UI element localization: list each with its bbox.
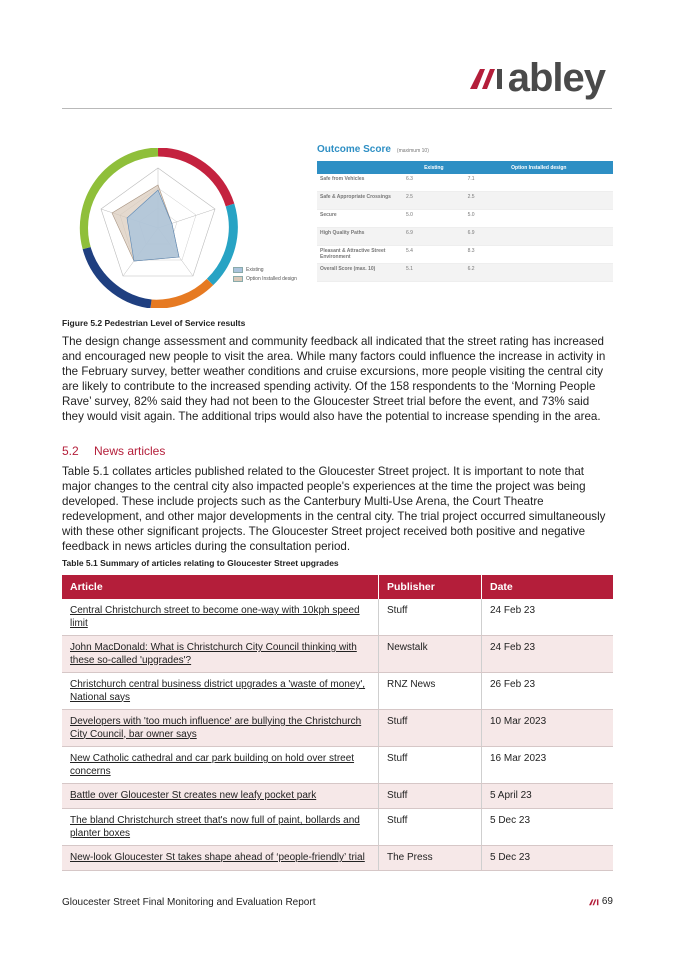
publisher-cell: Stuff — [379, 599, 482, 636]
outcome-label: High Quality Paths — [317, 228, 403, 246]
outcome-row — [317, 210, 613, 228]
table-caption: Table 5.1 Summary of articles relating to Gloucester Street upgrades — [62, 558, 339, 568]
table-row — [62, 710, 613, 747]
outcome-col-header: Option Installed design — [465, 161, 613, 174]
legend-label: Option Installed design — [246, 276, 297, 282]
outcome-title-text: Outcome Score — [317, 144, 391, 155]
outcome-table — [317, 161, 613, 282]
article-link[interactable]: The bland Christchurch street that's now full of paint, bollards and planter boxes — [70, 815, 360, 839]
outcome-option: 7.1 — [465, 174, 613, 192]
article-link[interactable]: New Catholic cathedral and car park building on hold over street concerns — [70, 753, 355, 777]
legend-label: Existing — [246, 267, 264, 273]
section-number: 5.2 — [62, 444, 79, 458]
publisher-cell: Stuff — [379, 710, 482, 747]
outcome-existing: 5.1 — [403, 264, 465, 282]
col-header-publisher: Publisher — [379, 575, 482, 599]
date-cell: 24 Feb 23 — [482, 636, 614, 673]
section-heading — [62, 444, 165, 458]
outcome-existing: 5.4 — [403, 246, 465, 264]
outcome-option: 5.0 — [465, 210, 613, 228]
publisher-cell: Stuff — [379, 809, 482, 846]
outcome-label: Overall Score (max. 10) — [317, 264, 403, 282]
body-paragraph-1: The design change assessment and community feedback all indicated that the street rating has increased and encouraged new people to visit the area. While many factors could influence the increase in activity in the February survey, better weather conditions and cruise excursions, more people visiting the central city are likely to contribute to the increased spending activity. Of the 158 respondents to the ‘Morning People Rave’ survey, 82% said they had not been to the Gloucester Street trial before the event, and 73% said they would visit again. The additional trips would also have the potential to increase spending in the area. — [62, 335, 606, 423]
abley-logo — [470, 58, 605, 98]
publisher-cell: Newstalk — [379, 636, 482, 673]
article-link[interactable]: Central Christchurch street to become one-way with 10kph speed limit — [70, 605, 360, 629]
legend-item — [233, 276, 297, 282]
col-header-date: Date — [482, 575, 614, 599]
outcome-label: Safe & Appropriate Crossings — [317, 192, 403, 210]
date-cell: 10 Mar 2023 — [482, 710, 614, 747]
col-header-article: Article — [62, 575, 379, 599]
article-cell — [62, 636, 379, 673]
article-link[interactable]: Battle over Gloucester St creates new leafy pocket park — [70, 790, 317, 801]
article-cell — [62, 784, 379, 809]
article-cell — [62, 710, 379, 747]
abley-mark-icon — [470, 65, 504, 91]
header-divider — [62, 108, 612, 109]
article-cell — [62, 846, 379, 871]
table-row — [62, 636, 613, 673]
article-link[interactable]: New-look Gloucester St takes shape ahead of ‘people-friendly’ trial — [70, 852, 365, 863]
table-row — [62, 846, 613, 871]
publisher-cell: Stuff — [379, 784, 482, 809]
footer-page-number — [589, 896, 613, 907]
outcome-row — [317, 228, 613, 246]
table-row — [62, 599, 613, 636]
outcome-title — [317, 144, 613, 155]
outcome-col-header — [317, 161, 403, 174]
outcome-option: 8.3 — [465, 246, 613, 264]
date-cell: 5 Dec 23 — [482, 846, 614, 871]
outcome-option: 6.9 — [465, 228, 613, 246]
outcome-label: Secure — [317, 210, 403, 228]
legend-item — [233, 267, 297, 273]
outcome-existing: 2.5 — [403, 192, 465, 210]
article-cell — [62, 809, 379, 846]
table-row — [62, 747, 613, 784]
radar-legend — [233, 267, 297, 285]
article-link[interactable]: Developers with 'too much influence' are bullying the Christchurch City Council, bar owner says — [70, 716, 362, 740]
table-row — [62, 673, 613, 710]
body-paragraph-2: Table 5.1 collates articles published related to the Gloucester Street project. It is important to note that major changes to the central city also impacted people's experiences at the time the project was being developed. These include projects such as the Canterbury Multi-Use Arena, the Court Theatre redevelopment, and other major developments in the central city. The trial project occurred simultaneously with these other significant projects. The Gloucester Street project received both positive and negative feedback in news articles during the consultation period. — [62, 465, 606, 553]
outcome-row — [317, 246, 613, 264]
legend-swatch — [233, 267, 243, 273]
publisher-cell: RNZ News — [379, 673, 482, 710]
radar-chart — [78, 148, 238, 308]
date-cell: 5 Dec 23 — [482, 809, 614, 846]
article-cell — [62, 673, 379, 710]
outcome-label: Safe from Vehicles — [317, 174, 403, 192]
legend-swatch — [233, 276, 243, 282]
article-cell — [62, 599, 379, 636]
outcome-existing: 6.9 — [403, 228, 465, 246]
date-cell: 24 Feb 23 — [482, 599, 614, 636]
table-row — [62, 809, 613, 846]
table-header-row — [62, 575, 613, 599]
page-number: 69 — [601, 896, 613, 907]
outcome-option: 6.2 — [465, 264, 613, 282]
publisher-cell: Stuff — [379, 747, 482, 784]
article-cell — [62, 747, 379, 784]
footer-report-title: Gloucester Street Final Monitoring and Evaluation Report — [62, 897, 316, 908]
outcome-row — [317, 174, 613, 192]
brand-name: abley — [507, 56, 605, 100]
outcome-existing: 5.0 — [403, 210, 465, 228]
outcome-score-panel — [317, 144, 613, 282]
date-cell: 5 April 23 — [482, 784, 614, 809]
article-link[interactable]: Christchurch central business district upgrades a 'waste of money', National says — [70, 679, 366, 703]
table-row — [62, 784, 613, 809]
date-cell: 26 Feb 23 — [482, 673, 614, 710]
outcome-subtitle: (maximum 10) — [396, 148, 429, 154]
abley-mark-icon — [589, 898, 599, 906]
outcome-row — [317, 264, 613, 282]
outcome-option: 2.5 — [465, 192, 613, 210]
outcome-existing: 6.3 — [403, 174, 465, 192]
outcome-row — [317, 192, 613, 210]
article-link[interactable]: John MacDonald: What is Christchurch City Council thinking with these so-called 'upgrades'? — [70, 642, 357, 666]
outcome-label: Pleasant & Attractive Street Environment — [317, 246, 403, 264]
news-articles-table — [62, 575, 613, 871]
publisher-cell: The Press — [379, 846, 482, 871]
outcome-col-header: Existing — [403, 161, 465, 174]
figure-caption: Figure 5.2 Pedestrian Level of Service results — [62, 318, 246, 328]
date-cell: 16 Mar 2023 — [482, 747, 614, 784]
section-title: News articles — [94, 444, 166, 458]
